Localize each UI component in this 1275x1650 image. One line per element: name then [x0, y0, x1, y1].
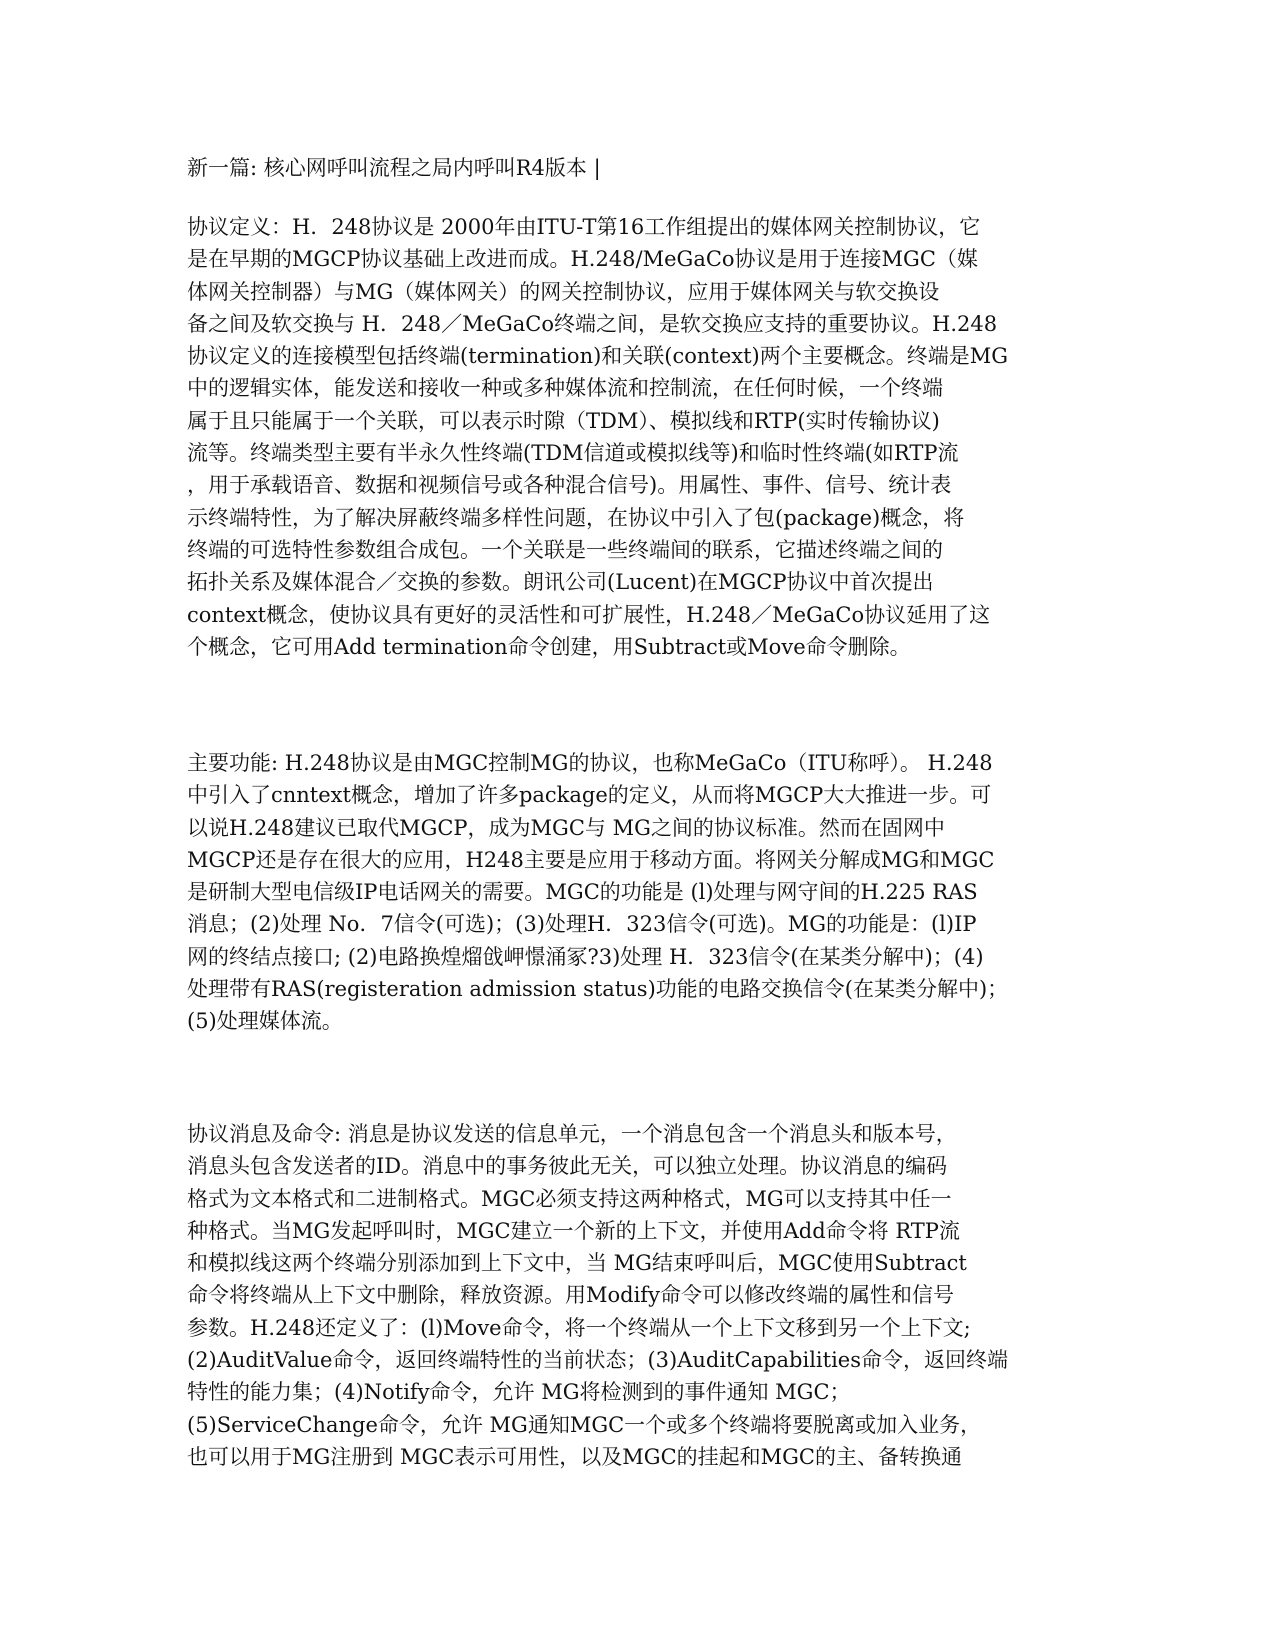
text-line: 流等。终端类型主要有半永久性终端(TDM信道或模拟线等)和临时性终端(如RTP流 [187, 441, 959, 466]
text-line: 消息；(2)处理 No．7信令(可选)；(3)处理H．323信令(可选)。MG的功能是：(l)IP [187, 912, 977, 937]
text-line: 是在早期的MGCP协议基础上改进而成。H.248/MeGaCo协议是用于连接MGC（媒 [187, 247, 978, 272]
previous-article-link[interactable]: 新一篇: 核心网呼叫流程之局内呼叫R4版本 | [187, 156, 601, 180]
text-line: 和模拟线这两个终端分别添加到上下文中，当 MG结束呼叫后，MGC使用Subtract [187, 1251, 967, 1276]
text-line: 格式为文本格式和二进制格式。MGC必须支持这两种格式，MG可以支持其中任一 [187, 1186, 952, 1211]
text-line: context概念，使协议具有更好的灵活性和可扩展性，H.248／MeGaCo协议延用了这 [187, 602, 991, 627]
text-line: 示终端特性，为了解决屏蔽终端多样性问题，在协议中引入了包(package)概念，将 [187, 505, 965, 530]
text-line: 参数。H.248还定义了：(l)Move命令，将一个终端从一个上下文移到另一个上下文; [187, 1315, 971, 1340]
text-line: 个概念，它可用Add termination命令创建，用Subtract或Move命令删除。 [187, 634, 911, 659]
text-line: 以说H.248建议已取代MGCP，成为MGC与 MG之间的协议标准。然而在固网中 [187, 815, 945, 840]
text-line: 消息头包含发送者的ID。消息中的事务彼此无关，可以独立处理。协议消息的编码 [187, 1154, 948, 1179]
text-line: 备之间及软交换与 H．248／MeGaCo终端之间，是软交换应支持的重要协议。H.248 [187, 311, 998, 336]
text-line: (5)ServiceChange命令，允许 MG通知MGC一个或多个终端将要脱离或加入业务， [187, 1412, 982, 1437]
text-line: 体网关控制器）与MG（媒体网关）的网关控制协议，应用于媒体网关与软交换设 [187, 279, 940, 304]
text-line: 拓扑关系及媒体混合／交换的参数。朗讯公司(Lucent)在MGCP协议中首次提出 [187, 570, 934, 595]
text-line: 协议定义：H．248协议是 2000年由ITU-T第16工作组提出的媒体网关控制协议，它 [187, 215, 981, 239]
text-line: (5)处理媒体流。 [187, 1009, 343, 1034]
text-line: 处理带有RAS(registeration admission status)功能的电路交换信令(在某类分解中)； [187, 977, 1009, 1002]
paragraph-messages-and-commands [187, 1118, 1085, 1473]
text-line: 中引入了cnntext概念，增加了许多package的定义，从而将MGCP大大推进一步。可 [187, 783, 992, 808]
text-line: 网的终结点接口; (2)电路换煌熘戗岬憬涌冢?3)处理 H．323信令(在某类分解中)；(4) [187, 944, 984, 969]
text-line: MGCP还是存在很大的应用，H248主要是应用于移动方面。将网关分解成MG和MGC [187, 847, 995, 872]
text-line: ，用于承载语音、数据和视频信号或各种混合信号)。用属性、事件、信号、统计表 [187, 473, 952, 498]
paragraph-protocol-definition [187, 211, 1085, 663]
text-line: 种格式。当MG发起呼叫时，MGC建立一个新的上下文，并使用Add命令将 RTP流 [187, 1218, 960, 1243]
text-line: 主要功能: H.248协议是由MGC控制MG的协议，也称MeGaCo（ITU称呼）。 H.248 [187, 751, 993, 775]
text-line: 命令将终端从上下文中删除，释放资源。用Modify命令可以修改终端的属性和信号 [187, 1283, 954, 1308]
text-line: 属于且只能属于一个关联，可以表示时隙（TDM）、模拟线和RTP(实时传输协议) [187, 408, 940, 433]
text-line: 特性的能力集；(4)Notify命令，允许 MG将检测到的事件通知 MGC； [187, 1380, 851, 1405]
text-line: 协议消息及命令: 消息是协议发送的信息单元，一个消息包含一个消息头和版本号， [187, 1122, 957, 1146]
text-line: 也可以用于MG注册到 MGC表示可用性，以及MGC的挂起和MGC的主、备转换通 [187, 1444, 962, 1469]
text-line: 协议定义的连接模型包括终端(termination)和关联(context)两个主要概念。终端是MG [187, 344, 1009, 369]
paragraph-main-functions [187, 747, 1085, 1038]
text-line: (2)AuditValue命令，返回终端特性的当前状态；(3)AuditCapabilities命令，返回终端 [187, 1348, 1008, 1373]
text-line: 中的逻辑实体，能发送和接收一种或多种媒体流和控制流，在任何时候，一个终端 [187, 376, 943, 401]
text-line: 终端的可选特性参数组合成包。一个关联是一些终端间的联系，它描述终端之间的 [187, 537, 943, 562]
text-line: 是研制大型电信级IP电话网关的需要。MGC的功能是 (l)处理与网守间的H.225 RAS [187, 880, 978, 905]
